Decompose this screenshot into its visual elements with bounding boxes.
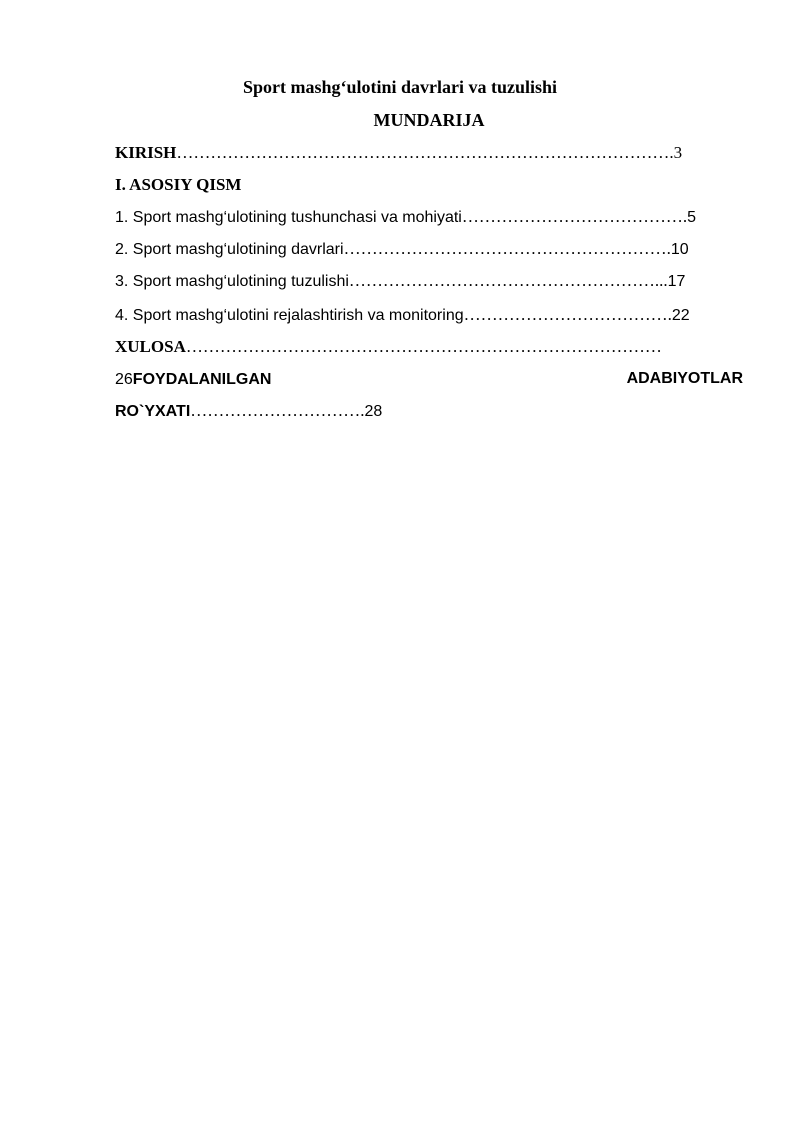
toc-entry-label: FOYDALANILGAN (132, 371, 272, 388)
toc-page-number: 17 (667, 273, 686, 290)
toc-leader: …………………………………………………. (343, 239, 671, 258)
toc-entry-xulosa[interactable] (115, 336, 743, 358)
toc-entry-text: 1. Sport mashg‘ulotining tushunchasi va mohiyati (115, 209, 462, 226)
toc-page-number: .3 (669, 143, 683, 162)
document-title: Sport mashg‘ulotini davrlari va tuzulishi (242, 77, 558, 97)
toc-entry-label: KIRISH (115, 143, 177, 162)
toc-leader: ………………………………………………………………………… (185, 337, 662, 356)
toc-entry-item-2[interactable] (115, 238, 743, 261)
toc-page-number: 5 (687, 209, 697, 226)
toc-section-heading: I. ASOSIY QISM (115, 175, 242, 194)
toc-leader: ………………………………. (463, 305, 672, 324)
toc-entry-references-line-1[interactable] (115, 368, 743, 391)
toc-entry-item-3[interactable] (115, 270, 743, 293)
toc-leader: …………………………………. (461, 207, 688, 226)
toc-page-number: 28 (364, 403, 383, 420)
toc-entry-text: 2. Sport mashg‘ulotining davrlari (115, 241, 344, 258)
toc-entry-references-line-2[interactable] (115, 400, 743, 423)
toc-leader: …………………………. (190, 401, 365, 420)
toc-entry-item-1[interactable] (115, 206, 743, 229)
toc-page-number: 10 (670, 241, 689, 258)
toc-entry-text: 3. Sport mashg‘ulotining tuzulishi (115, 273, 349, 290)
toc-entry-kirish[interactable] (115, 142, 743, 164)
toc-leader: …………………………………………………………………………… (176, 143, 670, 162)
toc-entry-label: RO`YXATI (115, 403, 191, 420)
toc-page-number: 22 (671, 307, 690, 324)
toc-entry-item-4[interactable] (115, 304, 743, 327)
toc-page-number: 26 (115, 371, 133, 388)
toc-heading: MUNDARIJA (373, 110, 485, 130)
toc-entry-label: ADABIYOTLAR (626, 370, 743, 387)
toc-leader: ………………………………………………... (348, 271, 668, 290)
toc-entry-text: 4. Sport mashg‘ulotini rejalashtirish va monitoring (115, 307, 464, 324)
toc-entry-label: XULOSA (115, 337, 186, 356)
